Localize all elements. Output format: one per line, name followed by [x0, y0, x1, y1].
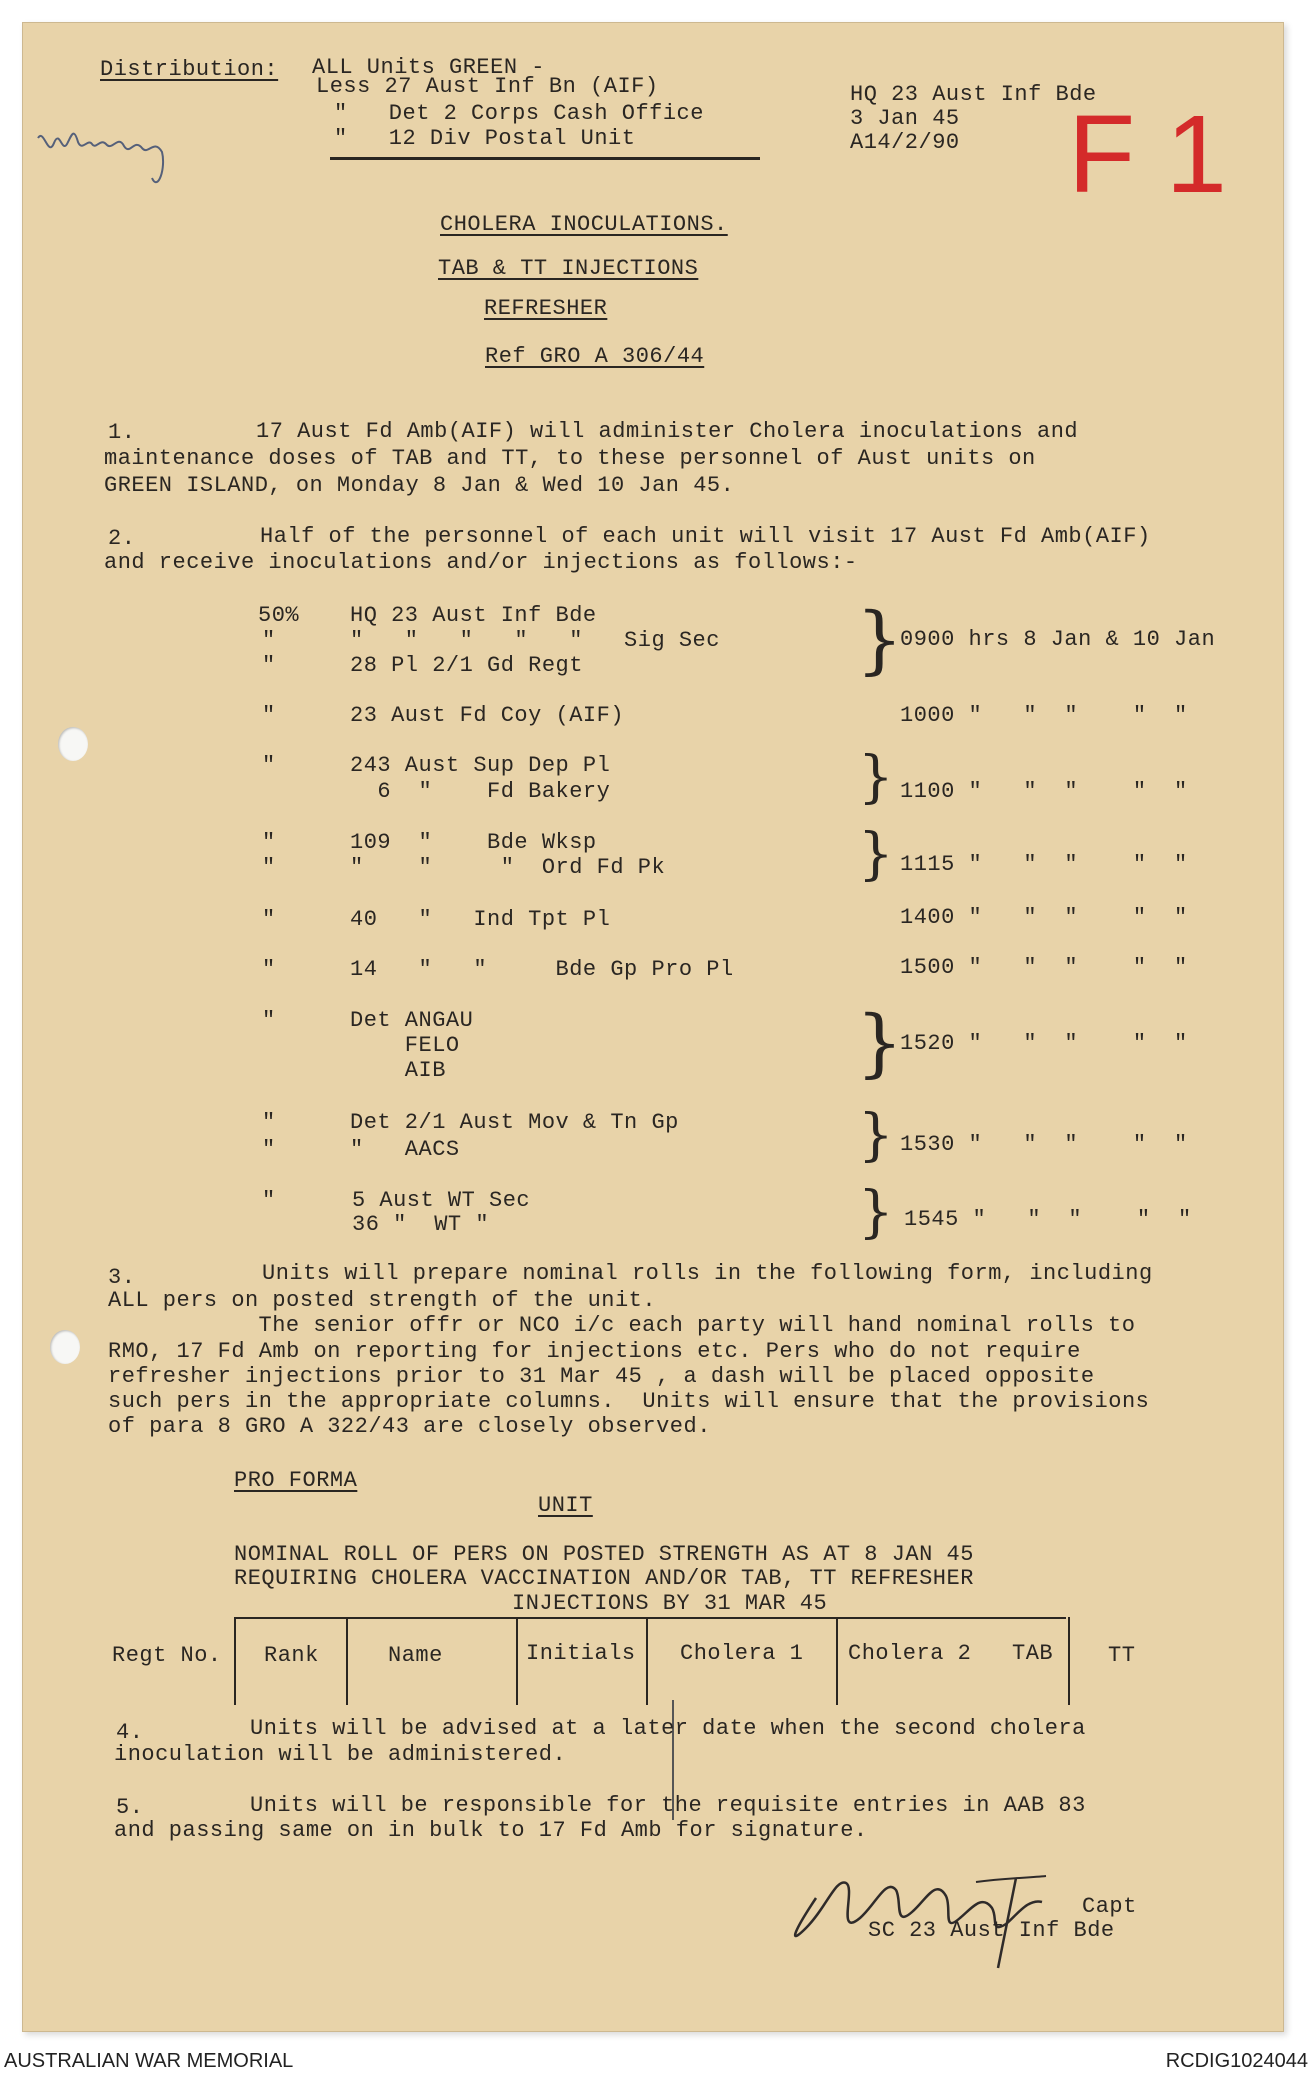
title-reference: Ref GRO A 306/44 [485, 344, 705, 369]
proforma-line: INJECTIONS BY 31 MAR 45 [512, 1591, 828, 1616]
schedule-unit: 243 Aust Sup Dep Pl [350, 753, 611, 778]
schedule-pct: " [262, 653, 276, 678]
column-header: Cholera 1 [680, 1641, 804, 1666]
brace: } [858, 1103, 894, 1168]
distribution-line: Less 27 Aust Inf Bn (AIF) [316, 74, 659, 99]
brace: } [856, 597, 904, 683]
para-line: GREEN ISLAND, on Monday 8 Jan & Wed 10 Jan 45. [104, 473, 735, 498]
schedule-unit: Det 2/1 Aust Mov & Tn Gp [350, 1110, 679, 1135]
para-line: inoculation will be administered. [114, 1742, 567, 1767]
footer-source: AUSTRALIAN WAR MEMORIAL [4, 2050, 294, 2072]
schedule-unit: AIB [350, 1058, 446, 1083]
schedule-pct: " [262, 1110, 276, 1135]
schedule-pct: " [262, 855, 276, 880]
schedule-pct: " [262, 1008, 276, 1033]
schedule-unit: HQ 23 Aust Inf Bde [350, 603, 597, 628]
column-header: Regt No. [112, 1643, 222, 1668]
schedule-pct: " [262, 830, 276, 855]
red-stamp: F 1 [1068, 93, 1227, 216]
distribution-line: ALL Units GREEN - [312, 55, 545, 80]
column-header: Name [388, 1643, 443, 1668]
schedule-unit: " AACS [350, 1137, 460, 1162]
schedule-pct: " [262, 703, 276, 728]
schedule-unit: Det ANGAU [350, 1008, 474, 1033]
distribution-line: " Det 2 Corps Cash Office [334, 101, 704, 126]
para-line: Units will be advised at a later date when the second cholera [250, 1716, 1086, 1741]
proforma-label: PRO FORMA [234, 1468, 358, 1493]
file-reference: A14/2/90 [850, 130, 960, 155]
punch-hole-bottom [50, 1330, 80, 1364]
table-divider [836, 1617, 838, 1705]
para-number: 1. [108, 420, 136, 445]
schedule-unit: 6 " Fd Bakery [350, 779, 611, 804]
table-divider [516, 1617, 518, 1705]
column-header: Initials [526, 1641, 636, 1666]
table-divider [346, 1617, 348, 1705]
brace: } [856, 1000, 904, 1086]
schedule-unit: FELO [350, 1033, 460, 1058]
schedule-unit: 23 Aust Fd Coy (AIF) [350, 703, 625, 728]
schedule-unit: 109 " Bde Wksp [350, 830, 597, 855]
para-line: Half of the personnel of each unit will visit 17 Aust Fd Amb(AIF) [260, 524, 1151, 549]
title-refresher: REFRESHER [484, 296, 608, 321]
para-line: refresher injections prior to 31 Mar 45 , a dash will be placed opposite [108, 1364, 1095, 1389]
schedule-unit: 28 Pl 2/1 Gd Regt [350, 653, 583, 678]
schedule-time: 1115 " " " " " [900, 852, 1188, 877]
column-header: TAB [1012, 1641, 1054, 1666]
schedule-unit: 14 " " Bde Gp Pro Pl [350, 957, 734, 982]
para-line: Units will be responsible for the requisite entries in AAB 83 [250, 1793, 1086, 1818]
brace: } [858, 745, 894, 810]
schedule-time: 1500 " " " " " [900, 955, 1188, 980]
para-number: 4. [116, 1720, 144, 1745]
para-number: 5. [116, 1795, 144, 1820]
column-header: TT [1108, 1643, 1136, 1668]
schedule-pct: " [262, 907, 276, 932]
column-header: Rank [264, 1643, 319, 1668]
para-line: maintenance doses of TAB and TT, to these personnel of Aust units on [104, 446, 1036, 471]
footer-catalogue-id: RCDIG1024044 [1165, 2050, 1308, 2072]
table-divider [234, 1617, 236, 1705]
para-number: 2. [108, 526, 136, 551]
para-line: The senior offr or NCO i/c each party will hand nominal rolls to [190, 1313, 1136, 1338]
para-line: such pers in the appropriate columns. Units will ensure that the provisions [108, 1389, 1150, 1414]
brace: } [858, 1180, 894, 1245]
para-number: 3. [108, 1265, 136, 1290]
distribution-line: " 12 Div Postal Unit [334, 126, 636, 151]
signature [776, 1838, 1096, 1978]
para-line: and receive inoculations and/or injections as follows:- [104, 550, 858, 575]
handwritten-annotation [34, 108, 194, 198]
schedule-time: 1100 " " " " " [900, 779, 1188, 804]
distribution-rule [330, 157, 760, 160]
para-line: Units will prepare nominal rolls in the following form, including [262, 1261, 1153, 1286]
table-divider [646, 1617, 648, 1705]
column-header: Cholera 2 [848, 1641, 972, 1666]
schedule-unit: 36 " WT " [352, 1212, 490, 1237]
para-line: 17 Aust Fd Amb(AIF) will administer Cholera inoculations and [256, 419, 1079, 444]
signature-title: SC 23 Aust Inf Bde [868, 1918, 1115, 1943]
signature-rank: Capt [1082, 1894, 1137, 1919]
title-tab-tt: TAB & TT INJECTIONS [438, 256, 699, 281]
hq-line: HQ 23 Aust Inf Bde [850, 82, 1097, 107]
schedule-time: 1400 " " " " " [900, 905, 1188, 930]
schedule-time: 1000 " " " " " [900, 703, 1188, 728]
distribution-label: Distribution: [100, 57, 279, 82]
para-line: RMO, 17 Fd Amb on reporting for injections etc. Pers who do not require [108, 1339, 1081, 1364]
hq-date: 3 Jan 45 [850, 106, 960, 131]
punch-hole-top [58, 727, 88, 761]
schedule-time: 1545 " " " " " [904, 1207, 1192, 1232]
schedule-time: 1520 " " " " " [900, 1031, 1188, 1056]
schedule-unit: 5 Aust WT Sec [352, 1188, 531, 1213]
schedule-unit: " " " " " Sig Sec [350, 628, 720, 653]
schedule-unit: 40 " Ind Tpt Pl [350, 907, 611, 932]
para-line: and passing same on in bulk to 17 Fd Amb for signature. [114, 1818, 868, 1843]
schedule-pct: 50% [258, 603, 300, 628]
schedule-unit: " " " Ord Fd Pk [350, 855, 666, 880]
schedule-pct: " [262, 957, 276, 982]
brace: } [858, 822, 894, 887]
proforma-unit: UNIT [538, 1493, 593, 1518]
proforma-line: NOMINAL ROLL OF PERS ON POSTED STRENGTH AS AT 8 JAN 45 [234, 1542, 974, 1567]
para-line: of para 8 GRO A 322/43 are closely observed. [108, 1414, 711, 1439]
schedule-pct: " [262, 628, 276, 653]
schedule-time: 1530 " " " " " [900, 1132, 1188, 1157]
para-line: ALL pers on posted strength of the unit. [108, 1288, 657, 1313]
title-cholera: CHOLERA INOCULATIONS. [440, 212, 728, 237]
table-top-rule [234, 1617, 1066, 1619]
schedule-time: 0900 hrs 8 Jan & 10 Jan [900, 627, 1216, 652]
table-divider [1068, 1617, 1070, 1705]
schedule-pct: " [262, 753, 276, 778]
schedule-pct: " [262, 1188, 276, 1213]
proforma-line: REQUIRING CHOLERA VACCINATION AND/OR TAB, TT REFRESHER [234, 1566, 974, 1591]
schedule-pct: " [262, 1137, 276, 1162]
